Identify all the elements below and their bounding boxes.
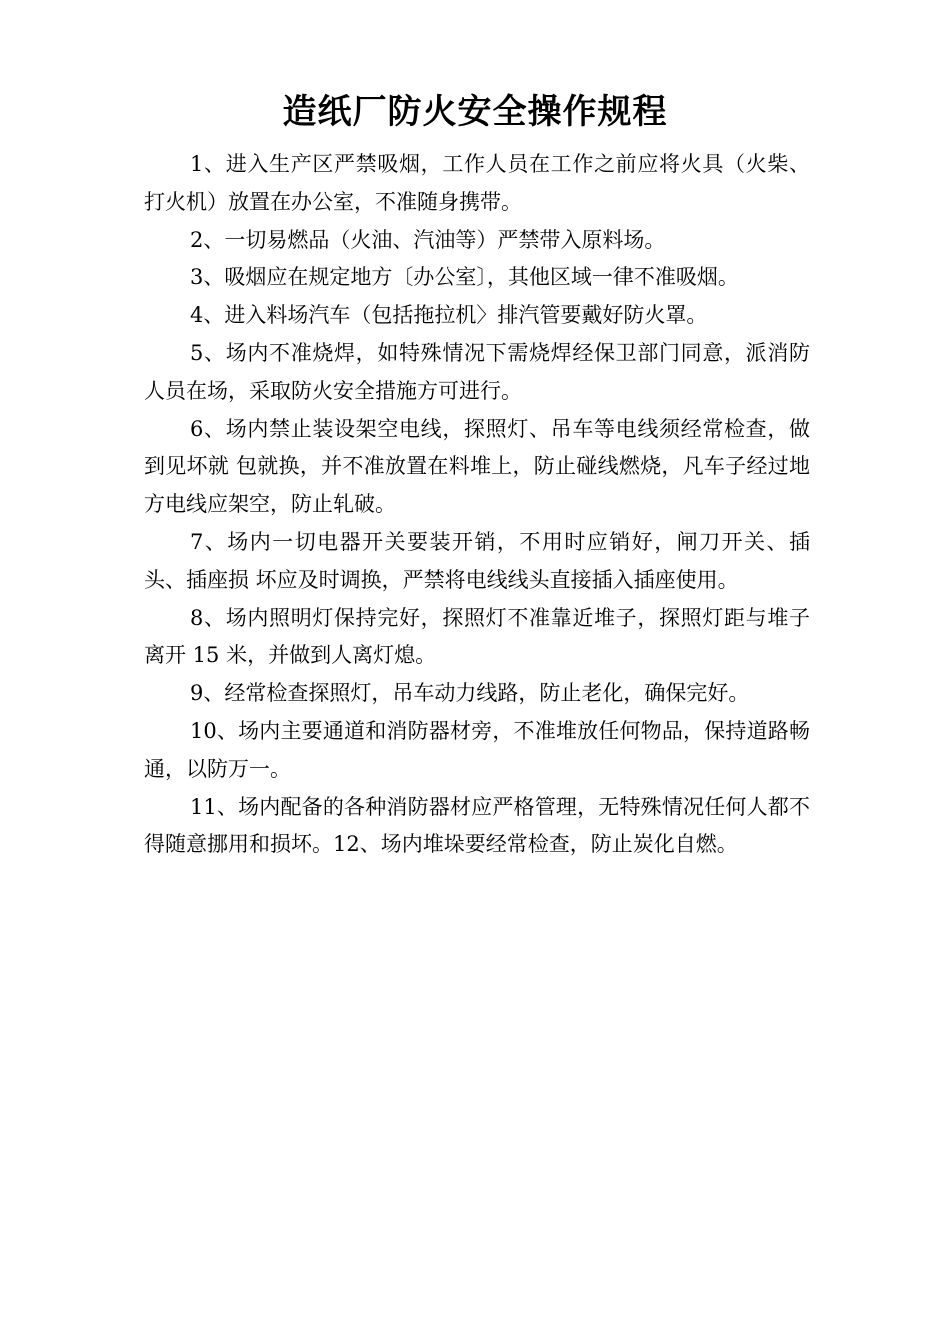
- paragraph-4: 4、进入料场汽车（包括拖拉机〉排汽管要戴好防火罩。: [190, 303, 708, 328]
- document-title: 造纸厂防火安全操作规程: [282, 92, 668, 132]
- paragraph-7: 7、场内一切电器开关要装开销，不用时应销好，闸刀开关、插头、插座损 坏应及时调换，严禁将电线线头直接插入插座使用。: [144, 529, 810, 592]
- paragraph-1: 1、进入生产区严禁吸烟，工作人员在工作之前应将火具（火柴、打火机）放置在办公室，不准随身携带。: [144, 152, 810, 214]
- paragraph-9: 9、经常检查探照灯，吊车动力线路，防止老化，确保完好。: [190, 681, 750, 706]
- paragraph-5: 5、场内不准烧焊，如特殊情况下需烧焊经保卫部门同意，派消防人员在场，采取防火安全措施方可进行。: [144, 340, 810, 403]
- document-body: [144, 146, 810, 864]
- paragraph-11: 11、场内配备的各种消防器材应严格管理，无特殊情况任何人都不得随意挪用和损坏。12、场内堆垛要经常检查，防止炭化自燃。: [144, 794, 810, 857]
- paragraph-6: 6、场内禁止装设架空电线，探照灯、吊车等电线须经常检查，做到见坏就 包就换，并不准放置在料堆上，防止碰线燃烧，凡车子经过地方电线应架空，防止轧破。: [144, 416, 810, 517]
- paragraph-3: 3、吸烟应在规定地方〔办公室〕，其他区域一律不准吸烟。: [190, 265, 739, 290]
- paragraph-2: 2、一切易燃品（火油、汽油等）严禁带入原料场。: [190, 227, 666, 252]
- paragraph-10: 10、场内主要通道和消防器材旁，不准堆放任何物品，保持道路畅通，以防万一。: [144, 718, 810, 781]
- paragraph-8: 8、场内照明灯保持完好，探照灯不准靠近堆子，探照灯距与堆子离开 15 米，并做到人离灯熄。: [144, 605, 810, 668]
